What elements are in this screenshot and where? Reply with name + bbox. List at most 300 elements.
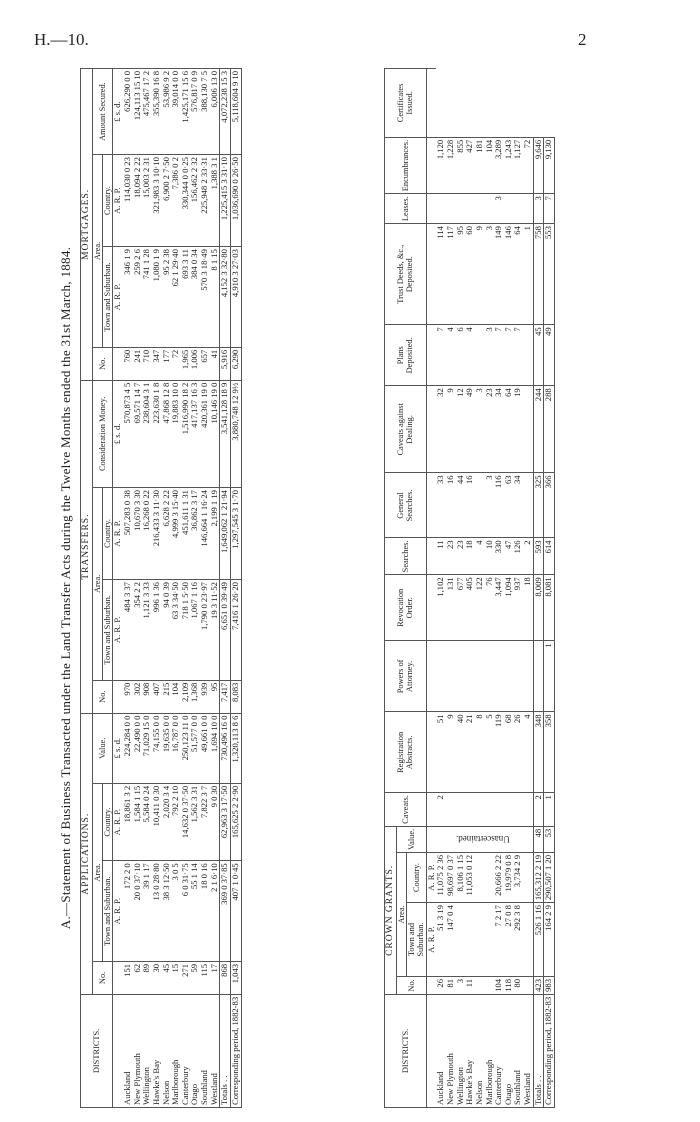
cell <box>513 793 523 827</box>
cell: 292 3 8 <box>513 903 523 977</box>
cell: 6,900 2 7·50 <box>162 155 172 247</box>
cell: 11 <box>436 538 446 575</box>
cell: 10,670 3 30 <box>133 488 143 580</box>
cell: 330 <box>494 538 504 575</box>
cell: 8 <box>475 712 485 793</box>
cell: 3 0 5 <box>171 861 181 962</box>
cell: 216,433 3 11·30 <box>152 488 162 580</box>
cg-town-header: Town and Suburban. <box>407 903 427 977</box>
cell <box>523 325 533 386</box>
cell: 68 <box>504 712 514 793</box>
district-name: Canterbury <box>181 994 191 1107</box>
cell: 7 <box>544 194 555 224</box>
cell: 355,390 16 8 <box>152 69 162 155</box>
cell: 104 <box>485 137 495 193</box>
cell <box>523 793 533 827</box>
district-name: Auckland <box>123 994 133 1107</box>
cell: 122 <box>475 575 485 641</box>
cell: 4 <box>523 712 533 793</box>
cell: 9 <box>446 712 456 793</box>
cell: 1,790 0 23·97 <box>200 580 210 681</box>
cell: 19,635 0 0 <box>162 713 172 783</box>
cell: 6 0 31·75 <box>181 861 191 962</box>
cell: 1,067 1 16 <box>190 580 200 681</box>
cell <box>475 903 485 977</box>
cell: 146 <box>504 224 514 325</box>
cell: 55 1 14 <box>190 861 200 962</box>
cell: 553 <box>544 224 555 325</box>
cell: 89 <box>142 961 152 994</box>
cell <box>523 641 533 712</box>
district-name: Southland <box>200 994 210 1107</box>
cell: 9,130 <box>544 137 555 193</box>
cell <box>513 194 523 224</box>
cell: 1,516,990 18 2 <box>181 380 191 487</box>
app-area-header: Area. <box>92 783 102 961</box>
cg-country-header: Country. <box>407 852 427 902</box>
cell: 5,916 <box>220 347 231 380</box>
cell: 172 2 0 <box>123 861 133 962</box>
cell: 51,577 0 0 <box>190 713 200 783</box>
cell: 76 <box>485 575 495 641</box>
cell: 718 1 5·50 <box>181 580 191 681</box>
cell: 64 <box>513 224 523 325</box>
transfers-header: TRANSFERS. <box>81 380 93 713</box>
cell <box>456 793 466 827</box>
cell: 181 <box>475 137 485 193</box>
cell: 330,344 0 0·25 <box>181 155 191 247</box>
totals-row <box>533 69 544 1108</box>
cell: 164 2 9 <box>544 903 555 977</box>
cell <box>523 473 533 538</box>
cell: 19 <box>513 386 523 473</box>
cell: 970 <box>123 680 133 713</box>
cell: 34 <box>513 473 523 538</box>
cell: 2 <box>533 793 544 827</box>
cell: 3 <box>494 194 504 224</box>
cell: 1,127 <box>513 137 523 193</box>
cell: 21 <box>465 712 475 793</box>
cell: 63 <box>504 473 514 538</box>
cell <box>465 903 475 977</box>
statement-title: A.—Statement of Business Transacted under the Land Transfer Acts during the Twelve Months ended the 31st March, 1884. <box>58 246 73 930</box>
cell: 6,628 2 22 <box>162 488 172 580</box>
cell: 2 1 6·10 <box>210 861 220 962</box>
cell: 115 <box>200 961 210 994</box>
table-row <box>210 69 220 1108</box>
districts-header: DISTRICTS. <box>81 994 113 1107</box>
cell: 26 <box>513 712 523 793</box>
cell <box>436 826 533 852</box>
cell: 5 <box>485 712 495 793</box>
mo-no-header: No. <box>92 347 113 380</box>
certificates-header: Certificates Issued. <box>385 69 427 138</box>
cell: 855 <box>456 137 466 193</box>
cell <box>475 641 485 712</box>
units-area: A. R. P. <box>113 580 123 681</box>
cell <box>523 852 533 902</box>
cell: 1,694 10 0 <box>210 713 220 783</box>
registration-header: Registration Abstracts. <box>385 712 427 793</box>
cell: 758 <box>533 224 544 325</box>
cell: 71,029 15 0 <box>142 713 152 783</box>
cell: 693 3 11 <box>181 247 191 348</box>
cell: 20,666 2 22 <box>494 852 504 902</box>
cell: 2,109 <box>181 680 191 713</box>
cell: 6,290 <box>230 347 241 380</box>
cell: 423 <box>533 976 544 994</box>
cell: 33 <box>436 473 446 538</box>
cell: 407 1 0·45 <box>230 861 241 962</box>
cell: 94 0 39 <box>162 580 172 681</box>
cell: 48 <box>533 826 544 852</box>
cell: 996 1 36 <box>152 580 162 681</box>
cell: 3 <box>475 386 485 473</box>
district-name: Canterbury <box>494 994 504 1107</box>
cell: 2 <box>523 538 533 575</box>
cell: 3 <box>456 976 466 994</box>
cell: 44 <box>456 473 466 538</box>
cell: 271 <box>181 961 191 994</box>
cell: 26 <box>436 976 446 994</box>
cell: 51 3 19 <box>436 903 446 977</box>
cell: 224,284 0 0 <box>123 713 133 783</box>
units-area: A. R. P. <box>426 903 436 977</box>
cell: 354 2 2 <box>133 580 143 681</box>
cell: 16,787 0 0 <box>171 713 181 783</box>
cell: 1 <box>544 793 555 827</box>
cell: 165,312 2 19 <box>533 852 544 902</box>
cell: 63 3 34·50 <box>171 580 181 681</box>
cell <box>465 194 475 224</box>
cell: 18,094 2 22 <box>133 155 143 247</box>
totals-row <box>220 69 231 1108</box>
cell: 7,416 1 26·20 <box>230 580 241 681</box>
units-money: £ s. d. <box>113 713 123 783</box>
cell: 8 1 15 <box>210 247 220 348</box>
cell: 34 <box>494 386 504 473</box>
units-area: A. R. P. <box>426 852 436 902</box>
trust-deeds-header: Trust Deeds, &c., Deposited. <box>385 224 427 325</box>
cell: 13 0 28·80 <box>152 861 162 962</box>
cell: 114,030 0 23 <box>123 155 133 247</box>
cell: 126 <box>513 538 523 575</box>
cell: 98,697 0 37 <box>446 852 456 902</box>
cell: 325 <box>533 473 544 538</box>
caveats-header: Caveats. <box>385 793 427 827</box>
cell: 12 <box>456 386 466 473</box>
cell: 11,053 0 12 <box>465 852 475 902</box>
cell: 1 <box>523 224 533 325</box>
district-name: Totals . . <box>220 994 231 1107</box>
cell: 1,094 <box>504 575 514 641</box>
cell: 81 <box>446 976 456 994</box>
cg-area-header: Area. <box>396 852 406 976</box>
applications-header: APPLICATIONS. <box>81 713 93 994</box>
cell: 4,152 3 32·80 <box>220 247 231 348</box>
revocation-header: Revocation Order. <box>385 575 427 641</box>
cell: 259 2 6 <box>133 247 143 348</box>
cell <box>475 194 485 224</box>
cell: 10,411 0 30 <box>152 783 162 860</box>
cell: 7 2 17 <box>494 903 504 977</box>
cell: 366 <box>544 473 555 538</box>
cell: 290,507 1 20 <box>544 852 555 902</box>
district-name: New Plymouth <box>446 994 456 1107</box>
cell <box>475 473 485 538</box>
district-name: Otago <box>190 994 200 1107</box>
cell: 104 <box>171 680 181 713</box>
crown-grants-header: CROWN GRANTS. <box>385 826 397 994</box>
cell: 868 <box>220 961 231 994</box>
cell <box>494 793 504 827</box>
district-name: Totals . . <box>533 994 544 1107</box>
app-value-header: Value. <box>92 713 113 783</box>
cell: 104 <box>494 976 504 994</box>
cell: 53,986 9 2 <box>162 69 172 155</box>
cell <box>504 641 514 712</box>
cell: 47,868 12 8 <box>162 380 172 487</box>
cell: 388,130 7 5 <box>200 69 210 155</box>
cell: 149 <box>494 224 504 325</box>
cell: 407 <box>152 680 162 713</box>
cell: 1,102 <box>436 575 446 641</box>
cell: 241 <box>133 347 143 380</box>
applications-transfers-mortgages-table <box>80 68 242 1108</box>
cell: 570 3 18·49 <box>200 247 210 348</box>
leases-header: Leases. <box>385 194 427 224</box>
app-country-header: Country. <box>103 783 113 860</box>
cell <box>465 793 475 827</box>
cell: 1,584 1 15 <box>133 783 143 860</box>
cell: 576,817 0 9 <box>190 69 200 155</box>
cell <box>436 641 446 712</box>
cell: 8,106 1 15 <box>456 852 466 902</box>
cell: 15,003 2 31 <box>142 155 152 247</box>
cell: 45 <box>162 961 172 994</box>
cell: 347 <box>152 347 162 380</box>
cell: 10,146 19 0 <box>210 380 220 487</box>
cell: 4 <box>475 538 485 575</box>
cell: 8,081 <box>544 575 555 641</box>
cell <box>523 976 533 994</box>
cell <box>456 903 466 977</box>
corresponding-row <box>230 69 241 1108</box>
cell: 4,072,238 15 3 <box>220 69 231 155</box>
cell <box>504 793 514 827</box>
cell: 30 <box>152 961 162 994</box>
cell <box>485 641 495 712</box>
district-name: Otago <box>504 994 514 1107</box>
cell: 1,120 <box>436 137 446 193</box>
searches-header: Searches. <box>385 538 427 575</box>
cell: 80 <box>513 976 523 994</box>
cell: 3,541,128 18 9 <box>220 380 231 487</box>
cell: 23 <box>485 386 495 473</box>
cell: 5,584 0 24 <box>142 783 152 860</box>
units-area: A. R. P. <box>113 247 123 348</box>
district-name: Hawke's Bay <box>152 994 162 1107</box>
cell: 11,075 2 36 <box>436 852 446 902</box>
mortgages-header: MORTGAGES. <box>81 69 93 381</box>
cell: 3 <box>485 224 495 325</box>
cell: 2,020 3 4 <box>162 783 172 860</box>
cell: 20 0 37·10 <box>133 861 143 962</box>
cell: 23 <box>446 538 456 575</box>
district-name: Wellington <box>456 994 466 1107</box>
cell: 119 <box>494 712 504 793</box>
district-name: Westland <box>210 994 220 1107</box>
cell: 593 <box>533 538 544 575</box>
district-name: Southland <box>513 994 523 1107</box>
cell: 526 1 16 <box>533 903 544 977</box>
cell <box>446 194 456 224</box>
cell: 657 <box>200 347 210 380</box>
cell: 95 <box>456 224 466 325</box>
caveats-against-header: Caveats against Dealing. <box>385 386 427 473</box>
crown-grants-table <box>384 68 555 1108</box>
cell: 49 <box>465 386 475 473</box>
encumbrances-header: Encumbrances. <box>385 137 427 193</box>
cell: 27 0 8 <box>504 903 514 977</box>
cell: 72 <box>171 347 181 380</box>
cell: 114 <box>436 224 446 325</box>
cell: 1,562 3 31 <box>190 783 200 860</box>
cell: 614 <box>544 538 555 575</box>
cell <box>475 793 485 827</box>
mo-town-header: Town and Suburban. <box>103 247 113 348</box>
cell: 62,963 3 17·50 <box>220 783 231 860</box>
cell: 116 <box>494 473 504 538</box>
cell: 32 <box>436 386 446 473</box>
cg-value-header: Value. <box>396 826 426 852</box>
cell: 1,043 <box>230 961 241 994</box>
cell <box>456 194 466 224</box>
cell: 23 <box>456 538 466 575</box>
cell: 570,873 4 5 <box>123 380 133 487</box>
district-name: Auckland <box>436 994 446 1107</box>
cell <box>494 641 504 712</box>
cell: 74,155 0 0 <box>152 713 162 783</box>
cell: 4 <box>446 325 456 386</box>
cell: 2 <box>436 793 446 827</box>
cell: 710 <box>142 347 152 380</box>
cell <box>475 852 485 902</box>
cell: 5,118,604 9 10 <box>230 69 241 155</box>
cell: 983 <box>544 976 555 994</box>
cell: 939 <box>200 680 210 713</box>
cell: 1,006 <box>190 347 200 380</box>
cell: 6,651 0 39·49 <box>220 580 231 681</box>
cell: 1,368 <box>190 680 200 713</box>
cell: 7,417 <box>220 680 231 713</box>
cell: 792 2 10 <box>171 783 181 860</box>
cell: 6 <box>456 325 466 386</box>
districts-header-2: DISTRICTS. <box>385 994 427 1107</box>
cell: 62 1 29·40 <box>171 247 181 348</box>
cell: 60 <box>465 224 475 325</box>
units-area: A. R. P. <box>113 488 123 580</box>
general-searches-header: General Searches. <box>385 473 427 538</box>
cell: 41 <box>210 347 220 380</box>
cell: 741 1 28 <box>142 247 152 348</box>
cell: 3 <box>485 473 495 538</box>
cell: 1,243 <box>504 137 514 193</box>
district-name: Marlborough <box>485 994 495 1107</box>
cell: 14,632 0 37·50 <box>181 783 191 860</box>
cg-no-header: No. <box>396 976 426 994</box>
cell: 937 <box>513 575 523 641</box>
cell: 7,386 0 2 <box>171 155 181 247</box>
cell: 288 <box>544 386 555 473</box>
district-name: Nelson <box>475 994 485 1107</box>
cell: 346 1 9 <box>123 247 133 348</box>
cell <box>523 903 533 977</box>
cell: 405 <box>465 575 475 641</box>
cell: 69,571 14 7 <box>133 380 143 487</box>
powers-header: Powers of Attorney. <box>385 641 427 712</box>
table1-body <box>113 69 241 1108</box>
cell: 3 <box>533 194 544 224</box>
cell <box>504 194 514 224</box>
cell <box>475 325 485 386</box>
units-area: A. R. P. <box>113 783 123 860</box>
cell: 51 <box>436 712 446 793</box>
tr-town-header: Town and Suburban. <box>103 580 113 681</box>
table-row <box>523 69 533 1108</box>
cell: 151 <box>123 961 133 994</box>
cell: 45 <box>533 325 544 386</box>
district-name: Corresponding period, 1882-83 <box>544 994 555 1107</box>
cell: 10 <box>485 538 495 575</box>
cell <box>436 194 446 224</box>
cell: 475,467 17 2 <box>142 69 152 155</box>
district-name: Corresponding period, 1882-83 <box>230 994 241 1107</box>
district-name: Wellington <box>142 994 152 1107</box>
cell: 16 <box>465 473 475 538</box>
cell <box>485 793 495 827</box>
cell: 18 0 16 <box>200 861 210 962</box>
tr-area-header: Area. <box>92 488 102 681</box>
cell: 38 3 12·50 <box>162 861 172 962</box>
cell: 4,910 3 27·03 <box>230 247 241 348</box>
cell: 1,649,062 1 21·94 <box>220 488 231 580</box>
cell: 49 <box>544 325 555 386</box>
cell: 223,630 1 8 <box>152 380 162 487</box>
cell: 484 3 37 <box>123 580 133 681</box>
cell: 18 <box>523 575 533 641</box>
cell: 165,625 2 2·90 <box>230 783 241 860</box>
cell: 15 <box>171 961 181 994</box>
cell: 39 1 17 <box>142 861 152 962</box>
cell: 39,014 0 0 <box>171 69 181 155</box>
cell: 1,228 <box>446 137 456 193</box>
cell <box>446 793 456 827</box>
cell: 146,664 1 16·24 <box>200 488 210 580</box>
units-area: A. R. P. <box>113 861 123 962</box>
cell: 427 <box>465 137 475 193</box>
cell: 8,009 <box>533 575 544 641</box>
cell: 177 <box>162 347 172 380</box>
page-code: H.—10. <box>34 30 89 49</box>
cell <box>523 386 533 473</box>
cell: 730,496 16 0 <box>220 713 231 783</box>
cell: 302 <box>133 680 143 713</box>
cell: 19,883 10 0 <box>171 380 181 487</box>
cell: 4 <box>465 325 475 386</box>
district-name: Nelson <box>162 994 172 1107</box>
cell: 9 <box>446 386 456 473</box>
